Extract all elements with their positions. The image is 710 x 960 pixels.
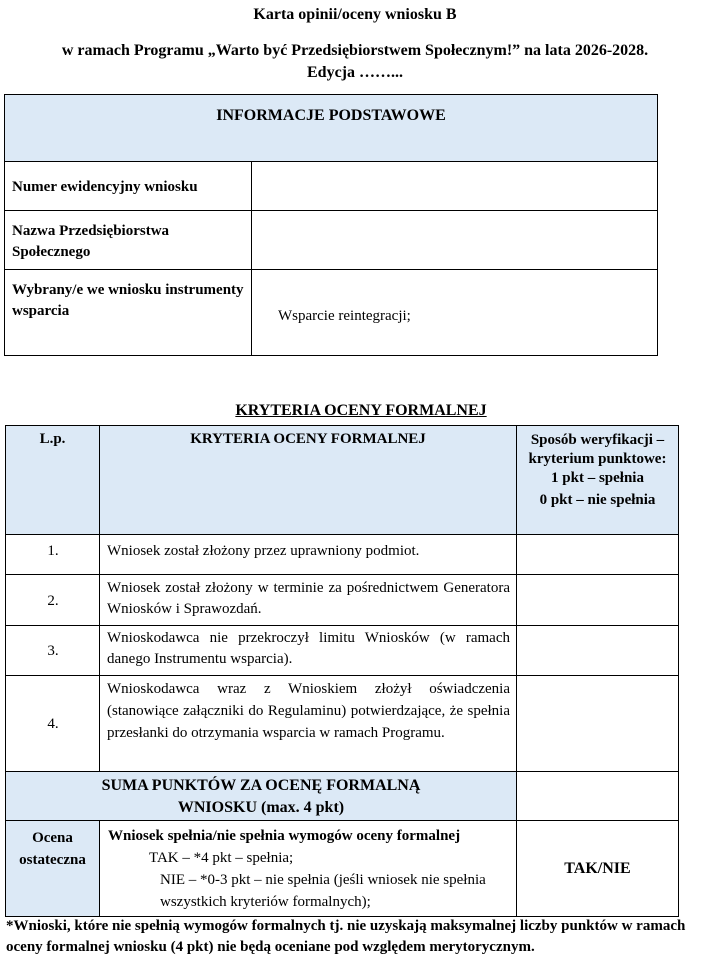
criterion-text: Wnioskodawca nie przekroczył limitu Wniosków (w ramach danego Instrumentu wsparcia). <box>107 630 510 667</box>
criterion-number: 3. <box>47 643 59 659</box>
criterion-number: 1. <box>47 543 59 559</box>
criterion-number: 2. <box>47 592 59 609</box>
criterion-text: Wniosek został złożony w terminie za pośrednictwem Generatora Wniosków i Sprawozdań. <box>107 580 510 617</box>
sum-points-cell[interactable] <box>517 772 679 821</box>
footnote: *Wnioski, które nie spełnią wymogów formalnych tj. nie uzyskają maksymalnej liczby punktów w ramach oceny formalnej wniosku (4 pkt) nie będą oceniane pod względem merytorycznym. <box>6 918 686 955</box>
final-value: TAK/NIE <box>517 821 679 917</box>
criterion-score-cell[interactable] <box>517 626 679 676</box>
final-assessment-label: Ocena ostateczna <box>19 830 86 868</box>
final-assessment-heading: Wniosek spełnia/nie spełnia wymogów oceny formalnej <box>108 828 461 844</box>
row-label-number: Numer ewidencyjny wniosku <box>12 178 198 195</box>
criterion-score-cell[interactable] <box>517 535 679 575</box>
basic-info-table <box>4 94 658 356</box>
criterion-text: Wnioskodawca wraz z Wnioskiem złożył oświadczenia (stanowiące załączniki do Regulaminu) potwierdzające, że spełnia przesłanki do otrzymania wsparcia w ramach Programu. <box>107 681 510 741</box>
formal-criteria-table <box>5 425 679 917</box>
row-label-name: Nazwa Przedsiębiorstwa Społecznego <box>12 223 170 260</box>
sum-points-label: SUMA PUNKTÓW ZA OCENĘ FORMALNĄ WNIOSKU (max. 4 pkt) <box>101 777 421 816</box>
edition-line: Edycja ……... <box>307 64 403 81</box>
row-value-name[interactable] <box>252 211 657 221</box>
col-verify-1pkt: 1 pkt – spełnia <box>551 470 644 486</box>
col-verify-0pkt: 0 pkt – nie spełnia <box>539 492 656 508</box>
final-nie-line: NIE – *0-3 pkt – nie spełnia (jeśli wniosek nie spełnia wszystkich kryteriów formalnych); <box>160 872 486 910</box>
criterion-score-cell[interactable] <box>517 575 679 626</box>
formal-section-title: KRYTERIA OCENY FORMALNEJ <box>235 402 487 419</box>
row-label-instruments: Wybrany/e we wniosku instrumenty wsparcia <box>12 282 244 319</box>
criterion-score-cell[interactable] <box>517 676 679 772</box>
document-subtitle: w ramach Programu „Warto być Przedsiębiorstwem Społecznym!” na lata 2026-2028. <box>61 42 649 59</box>
document-title: Karta opinii/oceny wniosku B <box>253 6 457 23</box>
criterion-text: Wniosek został złożony przez uprawniony podmiot. <box>107 543 420 559</box>
col-criteria-header: KRYTERIA OCENY FORMALNEJ <box>190 431 426 447</box>
row-value-instruments[interactable]: Wsparcie reintegracji; <box>278 308 411 324</box>
basic-info-heading: INFORMACJE PODSTAWOWE <box>5 95 658 162</box>
row-value-number[interactable] <box>252 181 657 191</box>
col-verify-header: Sposób weryfikacji – kryterium punktowe: <box>528 432 667 467</box>
col-lp-header: L.p. <box>39 431 66 447</box>
final-tak-line: TAK – *4 pkt – spełnia; <box>149 850 294 866</box>
criterion-number: 4. <box>47 716 59 732</box>
